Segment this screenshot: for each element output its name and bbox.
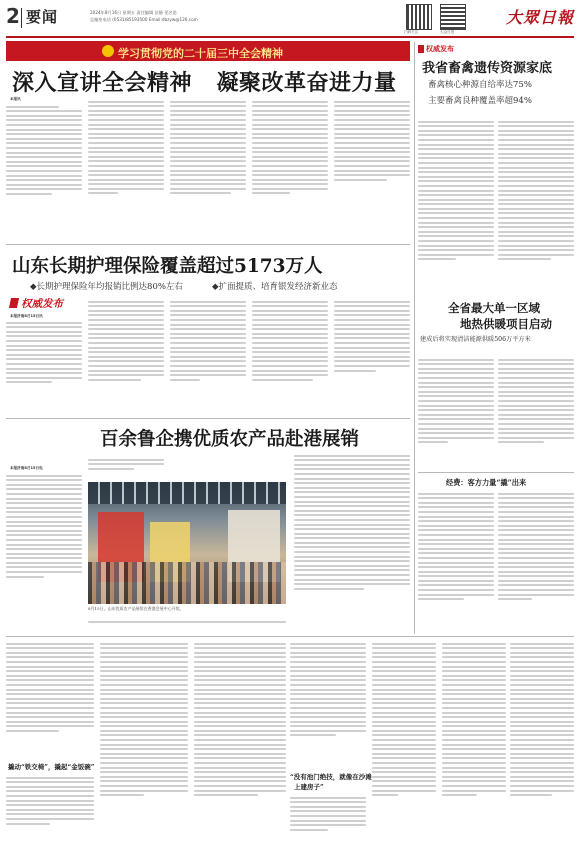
banner-text: 学习贯彻党的二十届三中全会精神: [118, 47, 283, 60]
article-column: [498, 118, 574, 298]
article-column: [498, 356, 574, 468]
photo-caption: 8月15日，山东优质农产品展馆在香港会展中心开馆。: [88, 606, 184, 611]
sidebar-mid-headline: 地热供暖项目启动: [460, 317, 552, 331]
sidebar-headline: 我省畜禽遗传资源家底: [422, 61, 553, 76]
article-column: [334, 298, 410, 414]
article-column: [498, 490, 574, 630]
section-divider: [418, 472, 574, 473]
header-meta-line2: 总编室电话 (0531)85193500 Email:dbzyw@126.com: [90, 17, 198, 22]
article-column: [252, 98, 328, 234]
article-column: [88, 456, 164, 480]
story2-byline: 本报济南8月15日讯: [10, 314, 43, 318]
sidebar-mid-headline: 全省最大单一区域: [448, 301, 540, 315]
qr-code: [440, 4, 466, 30]
qr-code: [406, 4, 432, 30]
article-column: [334, 98, 410, 234]
article-column: [418, 118, 494, 298]
article-column: [294, 452, 410, 630]
bottom-left-title: 撬动“铁交椅”，撬起“金饭碗”: [8, 763, 95, 771]
article-column: [418, 356, 494, 468]
story2-subhead: ◆长期护理保险年均报销比例达80%左右: [30, 282, 183, 292]
article-column: [100, 640, 188, 842]
column-divider: [414, 42, 415, 634]
lead-byline: 本报讯: [10, 97, 21, 101]
sidebar-mid: [418, 298, 574, 354]
article-column: [510, 640, 574, 842]
theme-banner: [6, 41, 410, 61]
story3-article: [6, 452, 84, 620]
story2-subhead: ◆扩面提质、培育银发经济新业态: [212, 282, 338, 292]
sidebar-mid-subhead: 建成后将实现清洁能源供暖506万平方米: [420, 336, 531, 343]
bottom-rule: [6, 636, 574, 637]
masthead-logo: 大眾日報: [506, 8, 575, 27]
story2-tag: [10, 296, 82, 310]
story3-headline: 百余鲁企携优质农产品赴港展销: [100, 429, 360, 450]
section-divider: [6, 418, 410, 419]
article-column: [88, 298, 164, 414]
tag-mark-icon: [418, 45, 424, 53]
article-column: [88, 98, 164, 234]
section-divider: [6, 244, 410, 245]
sidebar-tag: [418, 44, 478, 54]
article-column: [6, 103, 82, 233]
header-divider: [21, 8, 22, 28]
lead-headline: 深入宣讲全会精神 凝聚改革奋进力量: [12, 70, 397, 96]
qr-caption: 扫码关注: [404, 30, 419, 34]
section-title: 要闻: [26, 8, 59, 26]
story3-byline: 本报济南8月15日电: [10, 466, 43, 470]
sidebar-subhead: 主要畜禽良种覆盖率超94%: [428, 96, 532, 106]
sidebar-subhead: 畜禽核心种源自给率达75%: [428, 80, 532, 90]
article-column: [6, 319, 82, 414]
bottom-center-title: “没有池门绝技，就像在沙滩: [290, 773, 372, 781]
article-column: [372, 640, 436, 842]
photo-crowd: [88, 562, 286, 604]
article-column: [194, 640, 286, 842]
bottom-center-title: 上建房子”: [294, 783, 324, 791]
article-column: [170, 98, 246, 234]
header-meta-line1: 2024年8月16日 星期五 责任编辑 法静 见名思: [90, 10, 177, 15]
article-column: [442, 640, 506, 842]
expo-photo: [88, 482, 286, 604]
lead-article: [6, 98, 410, 238]
tag-label: 权威发布: [21, 298, 63, 310]
story2-headline: 山东长期护理保险覆盖超过5173万人: [12, 256, 323, 277]
page-number: 2: [6, 4, 20, 28]
article-column: [170, 298, 246, 414]
article-column: [6, 472, 82, 620]
tag-mark-icon: [9, 298, 19, 308]
page-header: [6, 2, 574, 40]
article-column: [418, 490, 494, 630]
article-column: [290, 640, 366, 770]
article-column: [88, 618, 286, 630]
header-rule: [6, 36, 574, 38]
qr-caption: 大众日报: [440, 30, 455, 34]
sidebar-top: [418, 42, 574, 112]
article-column: [6, 774, 94, 842]
story2-article: [6, 314, 410, 414]
article-column: [252, 298, 328, 414]
party-emblem-icon: [102, 45, 114, 57]
sidebar-tag-label: 权威发布: [426, 45, 454, 53]
commentary-title: 经费：客方力量“撬”出来: [446, 478, 527, 487]
article-column: [6, 640, 94, 760]
photo-ceiling: [88, 482, 286, 504]
article-column: [290, 794, 366, 842]
